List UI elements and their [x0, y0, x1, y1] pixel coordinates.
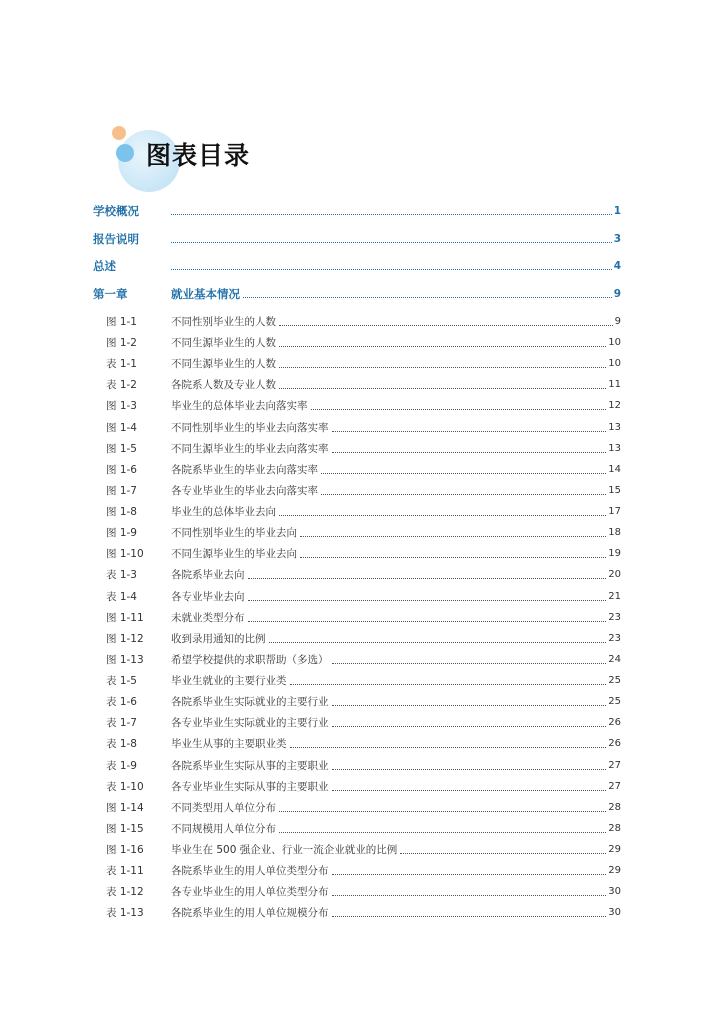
entry-page-number: 15 [608, 485, 621, 496]
dot-leader [332, 652, 606, 664]
entry-title: 不同生源毕业生的人数 [171, 358, 276, 370]
entry-title: 各院系毕业生实际从事的主要职业 [171, 760, 329, 772]
entry-label: 图 1-6 [106, 464, 137, 476]
entry-label: 图 1-13 [106, 654, 144, 666]
dot-leader [279, 800, 606, 812]
toc-figure-entry[interactable] [0, 694, 724, 710]
dot-leader [332, 420, 606, 432]
entry-page-number: 10 [608, 358, 621, 369]
dot-leader [311, 398, 606, 410]
dot-leader [332, 715, 606, 727]
dot-leader [279, 356, 606, 368]
entry-page-number: 23 [608, 633, 621, 644]
dot-leader [321, 483, 606, 495]
entry-page-number: 14 [608, 464, 621, 475]
toc-figure-entry[interactable] [0, 589, 724, 605]
entry-label: 表 1-10 [106, 781, 144, 793]
dot-leader [248, 567, 606, 579]
toc-figure-entry[interactable] [0, 610, 724, 626]
entry-title: 不同性别毕业生的毕业去向落实率 [171, 422, 329, 434]
dot-leader [400, 842, 606, 854]
entry-label: 图 1-11 [106, 612, 144, 624]
entry-label: 表 1-9 [106, 760, 137, 772]
entry-title: 毕业生从事的主要职业类 [171, 738, 287, 750]
dot-leader [300, 546, 606, 558]
toc-figure-entry[interactable] [0, 821, 724, 837]
toc-figure-entry[interactable] [0, 398, 724, 414]
blue-dot-icon [116, 144, 134, 162]
dot-leader [279, 821, 606, 833]
entry-label: 报告说明 [93, 232, 139, 246]
entry-title: 不同性别毕业生的人数 [171, 316, 276, 328]
dot-leader [290, 673, 606, 685]
entry-title: 未就业类型分布 [171, 612, 245, 624]
entry-label: 图 1-2 [106, 337, 137, 349]
entry-label: 表 1-13 [106, 907, 144, 919]
entry-page-number: 20 [608, 569, 621, 580]
toc-figure-entry[interactable] [0, 377, 724, 393]
entry-label: 图 1-7 [106, 485, 137, 497]
entry-page-number: 12 [608, 400, 621, 411]
dot-leader [332, 884, 606, 896]
entry-title: 各院系人数及专业人数 [171, 379, 276, 391]
toc-section-entry[interactable] [0, 203, 724, 219]
toc-figure-entry[interactable] [0, 673, 724, 689]
entry-title: 各专业毕业生实际就业的主要行业 [171, 717, 329, 729]
toc-figure-entry[interactable] [0, 483, 724, 499]
toc-figure-entry[interactable] [0, 800, 724, 816]
entry-page-number: 13 [608, 422, 621, 433]
entry-title: 毕业生的总体毕业去向 [171, 506, 276, 518]
entry-label: 表 1-3 [106, 569, 137, 581]
entry-title: 各专业毕业生的用人单位类型分布 [171, 886, 329, 898]
entry-page-number: 1 [613, 205, 621, 217]
dot-leader [321, 462, 606, 474]
entry-label: 学校概况 [93, 204, 139, 218]
entry-page-number: 30 [608, 907, 621, 918]
toc-figure-entry[interactable] [0, 884, 724, 900]
entry-title: 不同规模用人单位分布 [171, 823, 276, 835]
entry-page-number: 28 [608, 802, 621, 813]
entry-page-number: 13 [608, 443, 621, 454]
entry-label: 图 1-3 [106, 400, 137, 412]
dot-leader [279, 504, 606, 516]
entry-title: 毕业生在 500 强企业、行业一流企业就业的比例 [171, 844, 398, 856]
toc-figure-entry[interactable] [0, 314, 724, 330]
entry-label: 表 1-7 [106, 717, 137, 729]
entry-label: 表 1-6 [106, 696, 137, 708]
entry-label: 图 1-10 [106, 548, 144, 560]
entry-title: 不同类型用人单位分布 [171, 802, 276, 814]
dot-leader [279, 314, 613, 326]
entry-page-number: 25 [608, 696, 621, 707]
toc-figure-entry[interactable] [0, 652, 724, 668]
entry-page-number: 11 [608, 379, 621, 390]
entry-page-number: 25 [608, 675, 621, 686]
entry-title: 希望学校提供的求职帮助（多选） [171, 654, 329, 666]
entry-label: 表 1-11 [106, 865, 144, 877]
toc-figure-entry[interactable] [0, 779, 724, 795]
toc-section-entry[interactable] [0, 258, 724, 274]
entry-label: 第一章 [93, 287, 128, 301]
entry-page-number: 19 [608, 548, 621, 559]
entry-title: 不同性别毕业生的毕业去向 [171, 527, 297, 539]
entry-page-number: 28 [608, 823, 621, 834]
toc-figure-entry[interactable] [0, 441, 724, 457]
entry-title: 各专业毕业生的毕业去向落实率 [171, 485, 318, 497]
toc-section-entry[interactable] [0, 286, 724, 302]
entry-title: 各院系毕业生实际就业的主要行业 [171, 696, 329, 708]
entry-label: 图 1-16 [106, 844, 144, 856]
entry-label: 图 1-12 [106, 633, 144, 645]
entry-title: 毕业生的总体毕业去向落实率 [171, 400, 308, 412]
entry-label: 表 1-12 [106, 886, 144, 898]
dot-leader [332, 758, 606, 770]
toc-figure-entry[interactable] [0, 715, 724, 731]
dot-leader [332, 779, 606, 791]
dot-leader [290, 736, 606, 748]
page-title: 图表目录 [146, 141, 251, 170]
entry-page-number: 24 [608, 654, 621, 665]
dot-leader [332, 863, 606, 875]
entry-title: 不同生源毕业生的人数 [171, 337, 276, 349]
entry-label: 表 1-5 [106, 675, 137, 687]
entry-page-number: 17 [608, 506, 621, 517]
dot-leader [279, 335, 606, 347]
entry-title: 不同生源毕业生的毕业去向落实率 [171, 443, 329, 455]
toc-figure-entry[interactable] [0, 335, 724, 351]
toc-figure-entry[interactable] [0, 567, 724, 583]
dot-leader [171, 203, 612, 215]
entry-label: 表 1-4 [106, 591, 137, 603]
entry-page-number: 18 [608, 527, 621, 538]
entry-title: 各专业毕业生实际从事的主要职业 [171, 781, 329, 793]
entry-label: 图 1-14 [106, 802, 144, 814]
entry-label: 图 1-4 [106, 422, 137, 434]
toc-figure-entry[interactable] [0, 462, 724, 478]
entry-page-number: 10 [608, 337, 621, 348]
toc-section-entry[interactable] [0, 231, 724, 247]
dot-leader [243, 286, 612, 298]
entry-label: 表 1-1 [106, 358, 137, 370]
entry-label: 图 1-5 [106, 443, 137, 455]
entry-page-number: 27 [608, 760, 621, 771]
entry-label: 表 1-2 [106, 379, 137, 391]
toc-figure-entry[interactable] [0, 631, 724, 647]
entry-title: 各院系毕业生的用人单位类型分布 [171, 865, 329, 877]
toc-figure-entry[interactable] [0, 736, 724, 752]
dot-leader [332, 905, 606, 917]
toc-figure-entry[interactable] [0, 525, 724, 541]
entry-page-number: 3 [613, 233, 621, 245]
entry-title: 就业基本情况 [171, 287, 240, 301]
entry-title: 收到录用通知的比例 [171, 633, 266, 645]
entry-label: 总述 [93, 259, 116, 273]
toc-figure-entry[interactable] [0, 842, 724, 858]
dot-leader [248, 610, 606, 622]
dot-leader [279, 377, 606, 389]
entry-page-number: 29 [608, 865, 621, 876]
entry-page-number: 27 [608, 781, 621, 792]
entry-page-number: 30 [608, 886, 621, 897]
toc-figure-entry[interactable] [0, 758, 724, 774]
entry-title: 不同生源毕业生的毕业去向 [171, 548, 297, 560]
entry-label: 图 1-1 [106, 316, 137, 328]
toc-figure-entry[interactable] [0, 546, 724, 562]
entry-label: 图 1-15 [106, 823, 144, 835]
entry-page-number: 26 [608, 717, 621, 728]
entry-title: 各院系毕业生的用人单位规模分布 [171, 907, 329, 919]
entry-page-number: 4 [613, 260, 621, 272]
entry-title: 各院系毕业生的毕业去向落实率 [171, 464, 318, 476]
dot-leader [332, 441, 606, 453]
toc-figure-entry[interactable] [0, 504, 724, 520]
toc-figure-entry[interactable] [0, 356, 724, 372]
dot-leader [248, 589, 606, 601]
dot-leader [171, 258, 612, 270]
orange-dot-icon [112, 126, 126, 140]
dot-leader [171, 231, 612, 243]
entry-page-number: 9 [614, 316, 621, 327]
entry-page-number: 29 [608, 844, 621, 855]
dot-leader [332, 694, 606, 706]
toc-figure-entry[interactable] [0, 863, 724, 879]
toc-figure-entry[interactable] [0, 905, 724, 921]
entry-title: 毕业生就业的主要行业类 [171, 675, 287, 687]
toc-figure-entry[interactable] [0, 420, 724, 436]
entry-page-number: 21 [608, 591, 621, 602]
entry-label: 图 1-8 [106, 506, 137, 518]
entry-title: 各专业毕业去向 [171, 591, 245, 603]
entry-label: 图 1-9 [106, 527, 137, 539]
entry-label: 表 1-8 [106, 738, 137, 750]
entry-page-number: 26 [608, 738, 621, 749]
entry-title: 各院系毕业去向 [171, 569, 245, 581]
entry-page-number: 9 [613, 288, 621, 300]
entry-page-number: 23 [608, 612, 621, 623]
dot-leader [300, 525, 606, 537]
dot-leader [269, 631, 606, 643]
